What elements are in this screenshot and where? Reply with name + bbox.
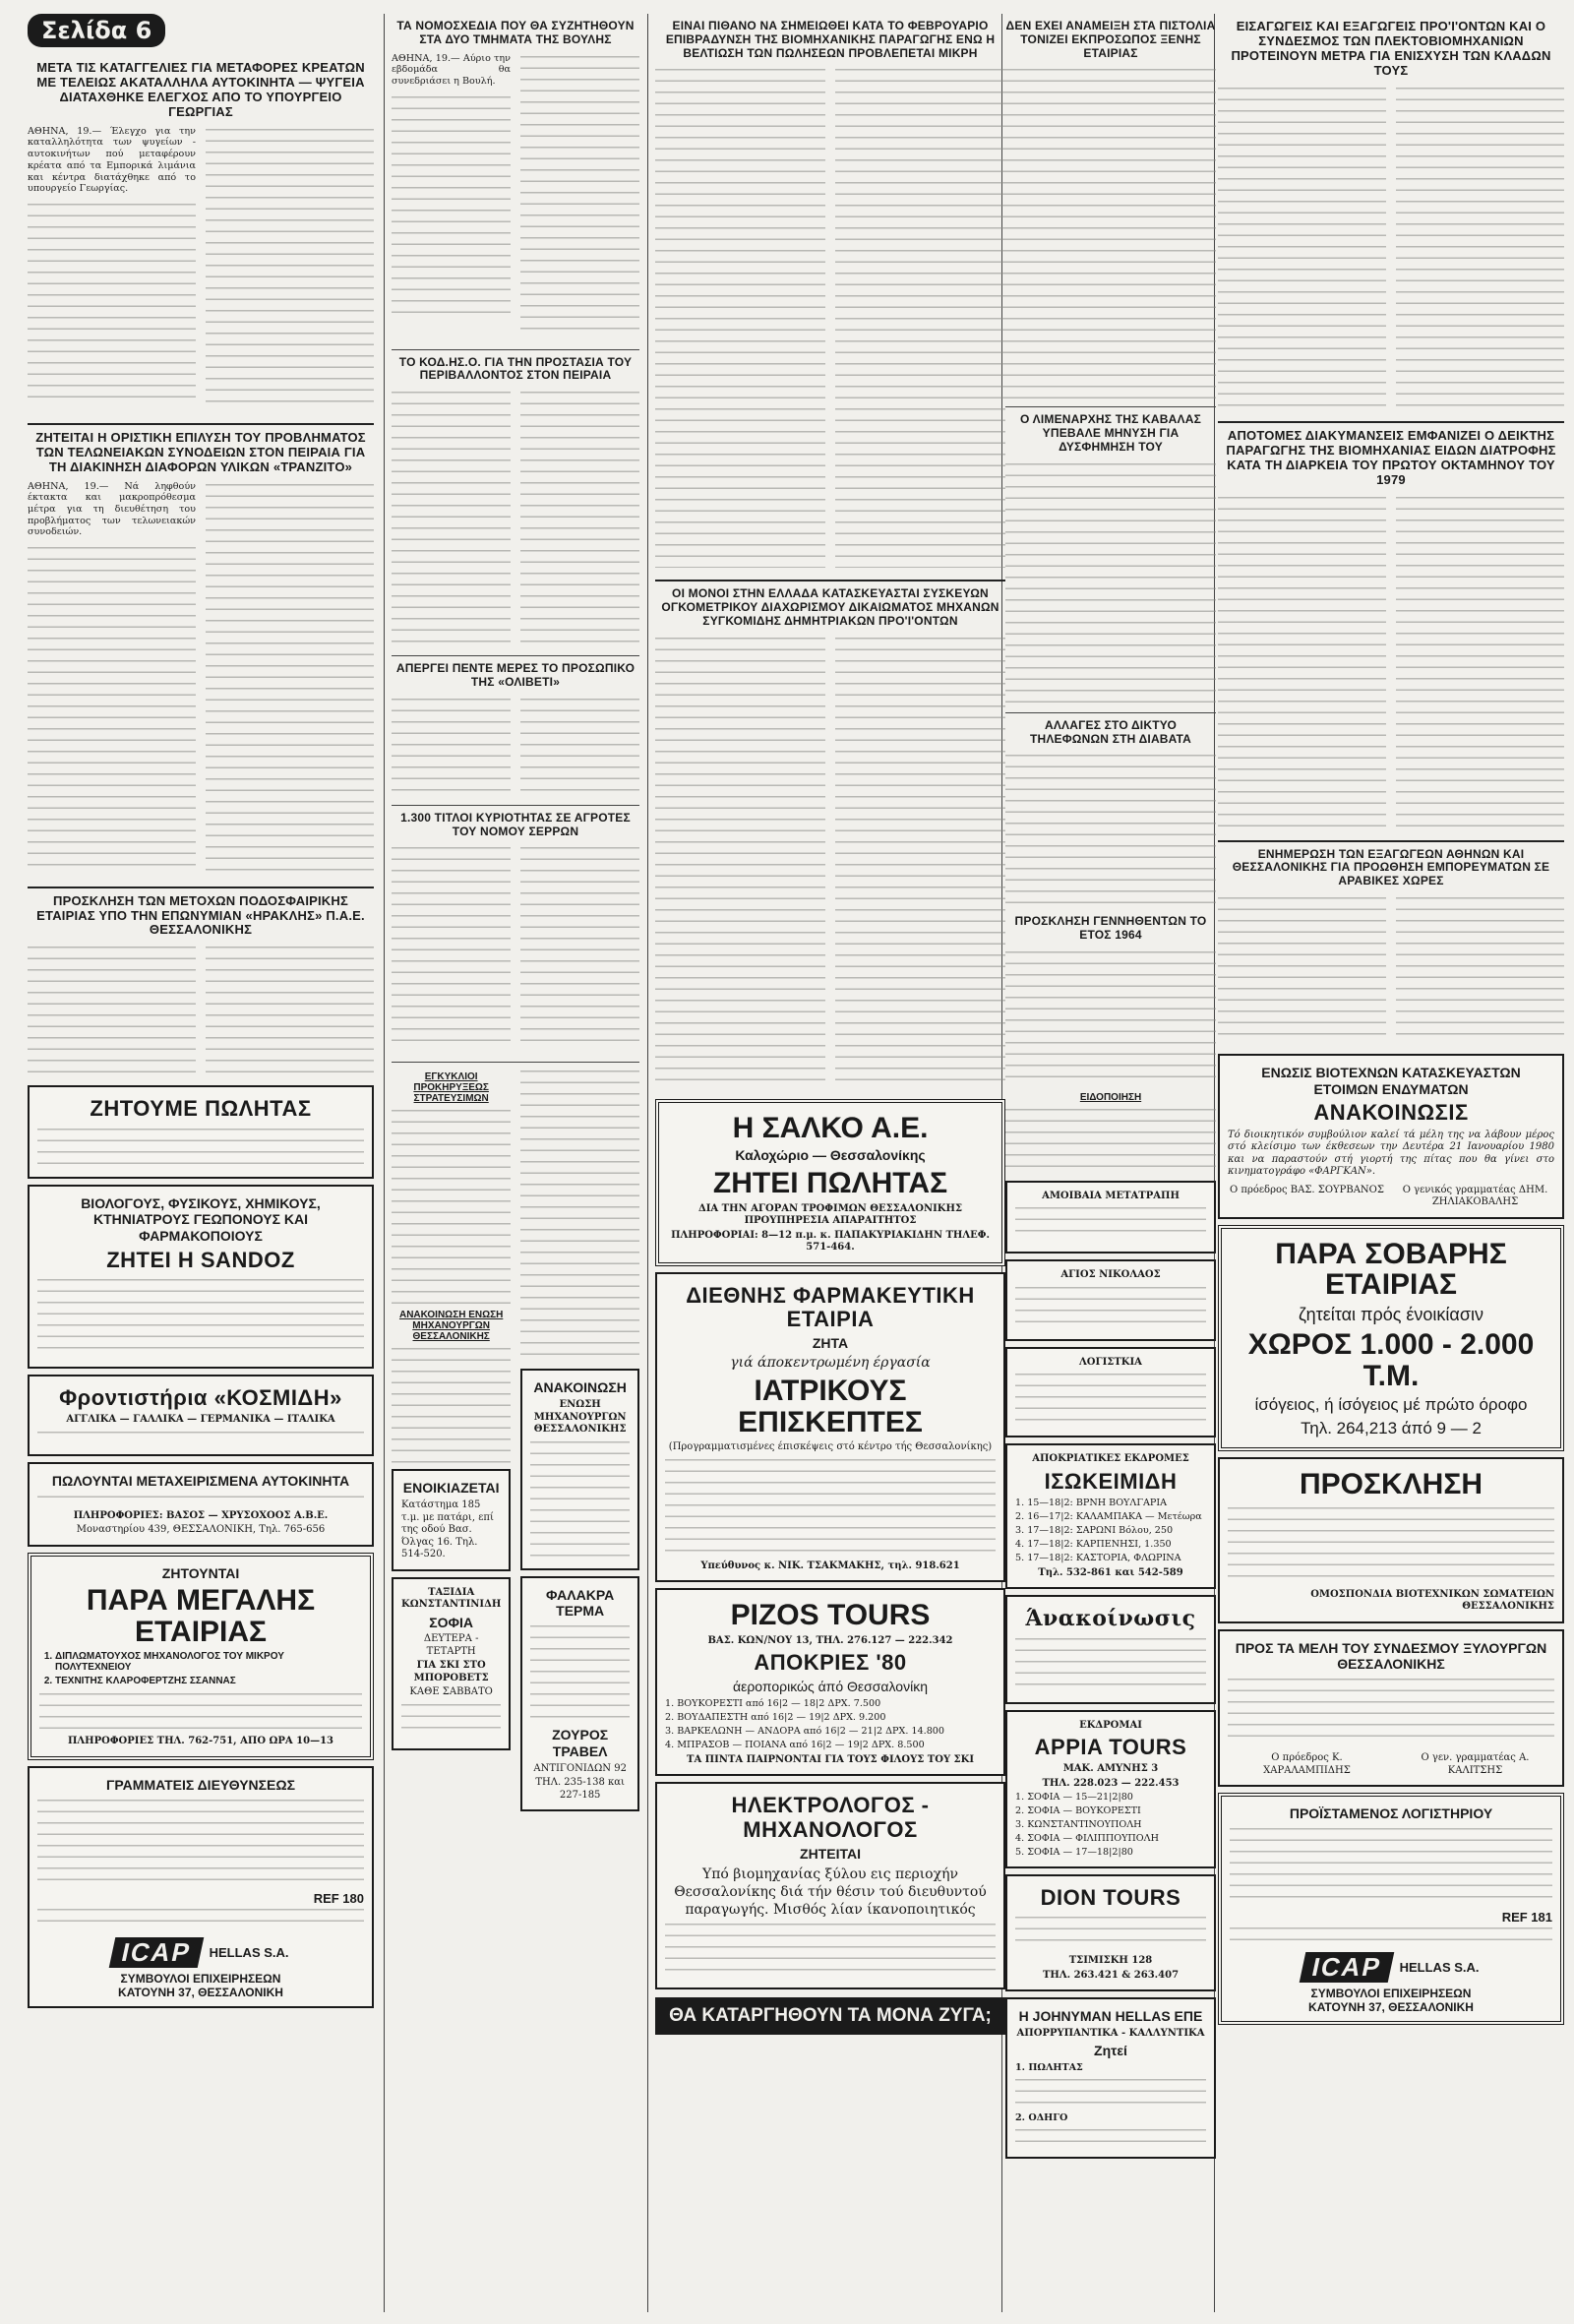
article-body-text bbox=[206, 944, 374, 1073]
ad-signature: Ο γενικός γραμματέας ΔΗΜ. ΖΗΛΙΑΚΟΒΑΛΗΣ bbox=[1402, 1184, 1548, 1208]
ad-promo: ΑΠΟΚΡΙΕΣ '80 bbox=[754, 1650, 907, 1676]
ad-body-text bbox=[39, 1690, 362, 1730]
article-body-text bbox=[835, 66, 1005, 568]
ad-subtitle: άεροπορικώς άπό Θεσσαλονίκη bbox=[732, 1679, 928, 1695]
ad-title: ΑΜΟΙΒΑΙΑ ΜΕΤΑΤΡΑΠΗ bbox=[1042, 1190, 1180, 1201]
ad-phone: ΤΗΛ. 235-138 και 227-185 bbox=[535, 1777, 625, 1801]
icap-logo-block bbox=[37, 1937, 364, 1968]
ad-title: DION TOURS bbox=[1040, 1884, 1181, 1910]
ad-destination: ΣΟΦΙΑ bbox=[429, 1614, 474, 1630]
trip-item: 4. ΣΟΦΙΑ — ΦΙΛΙΠΠΟΥΠΟΛΗ bbox=[1015, 1833, 1159, 1845]
ad-invitation bbox=[1218, 1457, 1564, 1623]
ad-subtitle: ΑΠΟΚΡΙΑΤΙΚΕΣ ΕΚΔΡΟΜΕΣ bbox=[1032, 1453, 1189, 1465]
ad-position-list bbox=[39, 1651, 362, 1686]
classified-ad-electrician bbox=[655, 1782, 1005, 1989]
article-lead: ΑΘΗΝΑ, 19.— Νά ληφθούν έκτακτα και μακροπρόθεσμα μέτρα για τη διευθέτηση του προβλήματος των τελωνειακών συνοδειών. bbox=[28, 480, 196, 538]
ad-title: ΖΗΤΟΥΜΕ ΠΩΛΗΤΑΣ bbox=[90, 1096, 312, 1122]
classified-ad-secretaries bbox=[28, 1766, 374, 2008]
article-headline: ΕΙΣΑΓΩΓΕΙΣ ΚΑΙ ΕΞΑΓΩΓΕΙΣ ΠΡΟ'Ι'ΟΝΤΩΝ ΚΑΙ Ο ΣΥΝΔΕΣΜΟΣ ΤΩΝ ΠΛΕΚΤΟΒΙΟΜΗΧΑΝΙΩΝ ΠΡΟΤΕΙΝΟΥΝ ΜΕΤΡΑ ΓΙΑ ΕΝΙΣΧΥΣΗ ΤΩΝ ΚΛΑΔΩΝ ΤΟΥΣ bbox=[1231, 19, 1551, 78]
ad-body-text bbox=[1015, 1371, 1206, 1424]
article-headline: ΔΕΝ ΕΧΕΙ ΑΝΑΜΕΙΞΗ ΣΤΑ ΠΙΣΤΟΛΙΑ ΤΟΝΙΖΕΙ ΕΚΠΡΟΣΩΠΟΣ ΞΕΝΗΣ ΕΤΑΙΡΙΑΣ bbox=[1005, 19, 1216, 60]
classified-ad-used-cars bbox=[28, 1462, 374, 1547]
article-body-text bbox=[520, 389, 639, 644]
ad-title: ΠΩΛΟΥΝΤΑΙ ΜΕΤΑΧΕΙΡΙΣΜΕΝΑ ΑΥΤΟΚΙΝΗΤΑ bbox=[51, 1472, 350, 1489]
notice-body-text bbox=[392, 1345, 511, 1463]
trip-item: 5. 17—18|2: ΚΑΣΤΟΡΙΑ, ΦΛΩΡΙΝΑ bbox=[1015, 1552, 1181, 1563]
ad-space-size: ΧΩΡΟΣ 1.000 - 2.000 Τ.Μ. bbox=[1247, 1328, 1535, 1392]
trip-item: 5. ΣΟΦΙΑ — 17—18|2|80 bbox=[1015, 1846, 1133, 1858]
route-item: 1. ΒΟΥΚΟΡΕΣΤΙ από 16|2 — 18|2 ΔΡΧ. 7.500 bbox=[665, 1698, 881, 1710]
article-body-text bbox=[206, 126, 374, 411]
ad-want: ΖΗΤΕΙ ΠΩΛΗΤΑΣ bbox=[712, 1167, 948, 1200]
ad-rent bbox=[392, 1469, 511, 1570]
article-headline: ΕΝΗΜΕΡΩΣΗ ΤΩΝ ΕΞΑΓΩΓΕΩΝ ΑΘΗΝΩΝ ΚΑΙ ΘΕΣΣΑΛΟΝΙΚΗΣ ΓΙΑ ΠΡΟΩΘΗΣΗ ΕΜΠΟΡΕΥΜΑΤΩΝ ΣΕ ΑΡΑΒΙΚΕΣ ΧΩΡΕΣ bbox=[1232, 846, 1550, 888]
ad-isokeimidi bbox=[1005, 1443, 1216, 1589]
ad-subtitle: ΒΙΟΛΟΓΟΥΣ, ΦΥΣΙΚΟΥΣ, ΧΗΜΙΚΟΥΣ, ΚΤΗΝΙΑΤΡΟΥΣ ΓΕΩΠΟΝΟΥΣ ΚΑΙ ΦΑΡΜΑΚΟΠΟΙΟΥΣ bbox=[81, 1194, 321, 1245]
notice-body-text bbox=[392, 1107, 511, 1304]
ad-body-text bbox=[37, 1797, 364, 1885]
article-lead: ΑΘΗΝΑ, 19.— Αύριο την εβδομάδα θα συνεδριάσει η Βουλή. bbox=[392, 52, 511, 87]
ad-body: Υπό βιομηχανίας ξύλου εις περιοχήν Θεσσαλονίκης διά τήν θέσιν τού διευθυντού παραγωγής. Μισθός λίαν ίκανοποιητικός bbox=[674, 1865, 987, 1919]
ad-box bbox=[1005, 1347, 1216, 1438]
article-lead: ΑΘΗΝΑ, 19.— Έλεγχο για την καταλληλότητα των ψυγείων - αυτοκινήτων πού μεταφέρουν κρέατα από τα Εμπορικά λιμάνια και κέντρα διατάχθηκε από το υπουργείο Γεωργίας. bbox=[28, 125, 196, 195]
ad-address: ΑΝΤΙΓΟΝΙΔΩΝ 92 bbox=[533, 1762, 627, 1774]
article-body-text bbox=[28, 201, 196, 407]
article-headline: ΑΛΛΑΓΕΣ ΣΤΟ ΔΙΚΤΥΟ ΤΗΛΕΦΩΝΩΝ ΣΤΗ ΔΙΑΒΑΤΑ bbox=[1029, 717, 1192, 746]
article-headline: ΤΟ ΚΟΔ.ΗΣ.Ο. ΓΙΑ ΤΗΝ ΠΡΟΣΤΑΣΙΑ ΤΟΥ ΠΕΡΙΒΑΛΛΟΝΤΟΣ ΣΤΟΝ ΠΕΙΡΑΙΑ bbox=[398, 354, 633, 383]
ad-body-text bbox=[37, 1429, 364, 1442]
ad-title: ΠΡΟΣΚΛΗΣΗ bbox=[1299, 1468, 1483, 1501]
ad-title: ΤΑΞΙΔΙΑ ΚΩΝΣΤΑΝΤΙΝΙΔΗ bbox=[401, 1586, 502, 1611]
ad-reference: REF 180 bbox=[313, 1890, 364, 1906]
ad-travel-konstantinidi bbox=[392, 1577, 511, 1750]
ad-box bbox=[1005, 1181, 1216, 1254]
ad-note: (Προγραμματισμένες έπισκέψεις στό κέντρο τής Θεσσαλονίκης) bbox=[668, 1441, 993, 1453]
ad-falakra bbox=[520, 1576, 639, 1812]
ad-title: ΛΟΓΙΣΤΚΙΑ bbox=[1079, 1356, 1142, 1368]
icap-address: ΚΑΤΟΥΝΗ 37, ΘΕΣΣΑΛΟΝΙΚΗ bbox=[118, 1986, 283, 2000]
column-divider bbox=[647, 14, 648, 2312]
trip-item: 1. ΣΟΦΙΑ — 15—21|2|80 bbox=[1015, 1792, 1133, 1804]
article-headline: ΖΗΤΕΙΤΑΙ Η ΟΡΙΣΤΙΚΗ ΕΠΙΛΥΣΗ ΤΟΥ ΠΡΟΒΛΗΜΑΤΟΣ ΤΩΝ ΤΕΛΩΝΕΙΑΚΩΝ ΣΥΝΟΔΕΙΩΝ ΣΤΟΝ ΠΕΙΡΑΙΑ ΓΙΑ ΤΗ ΔΙΑΚΙΝΗΣΗ ΔΙΑΦΟΡΩΝ ΥΛΙΚΩΝ «ΤΡΑΝΖΙΤΟ» bbox=[35, 429, 366, 474]
trip-item: 3. ΚΩΝΣΤΑΝΤΙΝΟΥΠΟΛΗ bbox=[1015, 1819, 1142, 1831]
ad-company: ΖΟΥΡΟΣ ΤΡΑΒΕΛ bbox=[552, 1727, 609, 1760]
ad-body-text bbox=[530, 1622, 630, 1721]
ad-days: ΔΕΥΤΕΡΑ - ΤΕΤΑΡΤΗ bbox=[423, 1633, 479, 1657]
notice-body-text bbox=[1005, 1106, 1216, 1175]
ad-announcement bbox=[520, 1369, 639, 1569]
ad-body-text bbox=[1230, 1825, 1552, 1904]
ad-subtitle: γιά άποκεντρωμένη έργασία bbox=[730, 1354, 931, 1371]
article-body-text bbox=[520, 844, 639, 1051]
route-item: 4. ΜΠΡΑΣΟΒ — ΠΟΙΑΝΑ από 16|2 — 19|2 ΔΡΧ. 8.500 bbox=[665, 1740, 925, 1751]
ad-want: ΖΗΤΕΙΤΑΙ bbox=[800, 1845, 861, 1862]
ad-title: ΑΝΑΚΟΙΝΩΣΙΣ bbox=[1313, 1100, 1469, 1126]
ad-body-text bbox=[1228, 1676, 1554, 1744]
ad-subtitle: ΑΠΟΡΡΥΠΑΝΤΙΚΑ - ΚΑΛΛΥΝΤΙΚΑ bbox=[1016, 2027, 1205, 2039]
article-body-text bbox=[392, 844, 511, 1051]
notice-body-text bbox=[520, 1068, 639, 1363]
ad-body-text bbox=[37, 1906, 364, 1931]
article-headline: ΠΡΟΣΚΛΗΣΗ ΓΕΝΝΗΘΕΝΤΩΝ ΤΟ ΕΤΟΣ 1964 bbox=[1014, 914, 1207, 943]
route-item: 2. ΒΟΥΔΑΠΕΣΤΗ από 16|2 — 19|2 ΔΡΧ. 9.200 bbox=[665, 1712, 886, 1724]
column-1 bbox=[28, 14, 374, 2014]
ad-signature: ΟΜΟΣΠΟΝΔΙΑ ΒΙΟΤΕΧΝΙΚΩΝ ΣΩΜΑΤΕΙΩΝ ΘΕΣΣΑΛΟΝΙΚΗΣ bbox=[1310, 1588, 1554, 1613]
icap-logo: ICAP bbox=[1300, 1952, 1395, 1983]
ad-accountant bbox=[1218, 1793, 1564, 2025]
ad-body: Τό διοικητικόν συμβούλιον καλεί τά μέλη της να λάβουν μέρος στό κλείσιμο των έκθεσεων την Δευτέρα 21 Ιανουαρίου 1980 και να παραστούν στή γιορτή της πίτας που θα γίνει στο κινηματογράφο «ΦΑΡΓΚΑΝ». bbox=[1228, 1129, 1554, 1178]
ad-body-text bbox=[37, 1126, 364, 1165]
ad-address: Μοναστηρίου 439, ΘΕΣΣΑΛΟΝΙΚΗ, Τηλ. 765-656 bbox=[76, 1524, 326, 1536]
ad-body-text bbox=[530, 1438, 630, 1557]
ad-body-text bbox=[1228, 1504, 1554, 1583]
article-body-text bbox=[520, 53, 639, 338]
ad-phone: ΤΗΛ. 263.421 & 263.407 bbox=[1042, 1969, 1180, 1981]
trip-item: 2. ΣΟΦΙΑ — ΒΟΥΚΟΡΕΣΤΙ bbox=[1015, 1805, 1141, 1817]
ad-title: APPIA TOURS bbox=[1034, 1735, 1187, 1760]
ad-body-text bbox=[1015, 2076, 1206, 2111]
ad-title: ΠΡΟΣ ΤΑ ΜΕΛΗ ΤΟΥ ΣΥΝΔΕΣΜΟΥ ΞΥΛΟΥΡΓΩΝ ΘΕΣΣΑΛΟΝΙΚΗΣ bbox=[1235, 1639, 1547, 1673]
trip-item: 2. 16—17|2: ΚΑΛΑΜΠΑΚΑ — Μετέωρα bbox=[1015, 1511, 1202, 1523]
ad-contact: ΠΛΗΡΟΦΟΡΙΕΣ ΤΗΛ. 762-751, ΑΠΟ ΩΡΑ 10—13 bbox=[67, 1736, 334, 1747]
article-body-text bbox=[1218, 894, 1386, 1042]
ad-johnyman bbox=[1005, 1997, 1216, 2159]
notice-heading: ΑΝΑΚΟΙΝΩΣΗ ΕΝΩΣΗ ΜΗΧΑΝΟΥΡΓΩΝ ΘΕΣΣΑΛΟΝΙΚΗΣ bbox=[398, 1310, 504, 1343]
ad-signature: Ο πρόεδρος Κ. ΧΑΡΑΛΑΜΠΙΔΗΣ bbox=[1263, 1752, 1351, 1776]
ad-title: ΠΑΡΑ ΜΕΓΑΛΗΣ ΕΤΑΙΡΙΑΣ bbox=[86, 1584, 316, 1648]
ad-body-text bbox=[665, 1456, 996, 1555]
classified-ad-kosmidi bbox=[28, 1375, 374, 1456]
ad-phone: ΤΗΛ. 228.023 — 222.453 bbox=[1042, 1777, 1180, 1789]
notice-heading: ΕΓΚΥΚΛΙΟΙ ΠΡΟΚΗΡΥΞΕΩΣ ΣΤΡΑΤΕΥΣΙΜΩΝ bbox=[413, 1071, 489, 1105]
column-2 bbox=[392, 14, 639, 1817]
ad-subtitle: ΖΗΤΟΥΝΤΑΙ bbox=[161, 1564, 240, 1581]
ad-enosis bbox=[1218, 1054, 1564, 1219]
icap-logo-block bbox=[1230, 1952, 1552, 1983]
article-body-text bbox=[1005, 752, 1216, 909]
article-body-text bbox=[206, 481, 374, 875]
article-body-text bbox=[392, 696, 511, 794]
trip-item: 4. 17—18|2: ΚΑΡΠΕΝΗΣΙ, 1.350 bbox=[1015, 1538, 1172, 1550]
article-body-text bbox=[1396, 494, 1564, 828]
column-divider bbox=[384, 14, 385, 2312]
notice-heading: ΕΙΔΟΠΟΙΗΣΗ bbox=[1079, 1091, 1142, 1103]
route-list bbox=[665, 1698, 996, 1752]
ad-subtitle: Καλοχώριο — Θεσσαλονίκης bbox=[735, 1147, 926, 1164]
trip-list bbox=[1015, 1498, 1206, 1565]
ad-space-rental bbox=[1218, 1225, 1564, 1451]
classified-ad-large-company bbox=[28, 1553, 374, 1760]
trip-item: 3. 17—18|2: ΣΑΡΩΝΙ Βόλου, 250 bbox=[1015, 1525, 1174, 1537]
ad-body-text bbox=[1015, 1204, 1206, 1240]
ad-title: ΠΡΟΪΣΤΑΜΕΝΟΣ ΛΟΓΙΣΤΗΡΙΟΥ bbox=[1289, 1805, 1493, 1822]
ad-title: ΗΛΕΚΤΡΟΛΟΓΟΣ - ΜΗΧΑΝΟΛΟΓΟΣ bbox=[731, 1793, 930, 1842]
ad-title: ΑΓΙΟΣ ΝΙΚΟΛΑΟΣ bbox=[1060, 1269, 1161, 1281]
ad-reference: REF 181 bbox=[1501, 1909, 1552, 1925]
page-label: Σελίδα 6 bbox=[28, 14, 165, 47]
ad-subtitle: ΕΚΔΡΟΜΑΙ bbox=[1079, 1719, 1142, 1731]
classified-ad-pizos-tours bbox=[655, 1588, 1005, 1776]
article-headline: ΕΙΝΑΙ ΠΙΘΑΝΟ ΝΑ ΣΗΜΕΙΩΘΕΙ ΚΑΤΑ ΤΟ ΦΕΒΡΟΥΑΡΙΟ ΕΠΙΒΡΑΔΥΝΣΗ ΤΗΣ ΒΙΟΜΗΧΑΝΙΚΗΣ ΠΑΡΑΓΩΓΗΣ ΕΝΩ Η ΒΕΛΤΙΩΣΗ ΤΩΝ ΠΩΛΗΣΕΩΝ ΠΡΟΒΛΕΠΕΤΑΙ ΜΙΚΡΗ bbox=[665, 19, 996, 60]
ad-title: ΔΙΕΘΝΗΣ ΦΑΡΜΑΚΕΥΤΙΚΗ ΕΤΑΙΡΙΑ bbox=[686, 1282, 975, 1331]
column-4 bbox=[1005, 14, 1216, 2165]
role-item: 2. ΟΔΗΓΟ bbox=[1015, 2112, 1068, 2124]
ad-footer: ΤΑ ΠΙΝΤΑ ΠΑΙΡΝΟΝΤΑΙ ΓΙΑ ΤΟΥΣ ΦΙΛΟΥΣ ΤΟΥ ΣΚΙ bbox=[687, 1753, 974, 1765]
ad-body-text bbox=[37, 1276, 364, 1355]
classified-ad-salko bbox=[655, 1099, 1005, 1266]
article-headline: ΜΕΤΑ ΤΙΣ ΚΑΤΑΓΓΕΛΙΕΣ ΓΙΑ ΜΕΤΑΦΟΡΕΣ ΚΡΕΑΤΩΝ ΜΕ ΤΕΛΕΙΩΣ ΑΚΑΤΑΛΛΗΛΑ ΑΥΤΟΚΙΝΗΤΑ — ΨΥΓΕΙΑ ΔΙΑΤΑΧΘΗΚΕ ΕΛΕΓΧΟΣ ΑΠΟ ΤΟ ΥΠΟΥΡΓΕΙΟ ΓΕΩΡΓΙΑΣ bbox=[36, 60, 365, 119]
ad-title: ΑΝΑΚΟΙΝΩΣΗ bbox=[533, 1379, 627, 1396]
ad-box bbox=[1005, 1259, 1216, 1341]
classified-ad-salesmen bbox=[28, 1085, 374, 1178]
ad-body: ΔΙΑ ΤΗΝ ΑΓΟΡΑΝ ΤΡΟΦΙΜΩΝ ΘΕΣΣΑΛΟΝΙΚΗΣ ΠΡΟΥΠΗΡΕΣΙΑ ΑΠΑΡΑΙΤΗΤΟΣ bbox=[697, 1202, 963, 1227]
ad-title: Άνακοίνωσις bbox=[1025, 1606, 1196, 1632]
article-body-text bbox=[1218, 85, 1386, 409]
article-headline: ΑΠΟΤΟΜΕΣ ΔΙΑΚΥΜΑΝΣΕΙΣ ΕΜΦΑΝΙΖΕΙ Ο ΔΕΙΚΤΗΣ ΠΑΡΑΓΩΓΗΣ ΤΗΣ ΒΙΟΜΗΧΑΝΙΑΣ ΕΙΔΩΝ ΔΙΑΤΡΟΦΗΣ ΚΑΤΑ ΤΗ ΔΙΑΡΚΕΙΑ ΤΟΥ ΠΡΩΤΟΥ ΟΚΤΑΜΗΝΟΥ ΤΟΥ 1979 bbox=[1226, 427, 1556, 487]
ad-body-text bbox=[1015, 2126, 1206, 2150]
ad-title: ΓΡΑΜΜΑΤΕΙΣ ΔΙΕΥΘΥΝΣΕΩΣ bbox=[105, 1776, 296, 1793]
column-5 bbox=[1218, 14, 1564, 2031]
ad-signature: Ο πρόεδρος ΒΑΣ. ΣΟΥΡΒΑΝΟΣ bbox=[1230, 1184, 1384, 1195]
ad-subtitle: ζητείται πρός ένοικίασιν bbox=[1299, 1304, 1483, 1324]
article-body-text bbox=[392, 389, 511, 644]
ad-body-text bbox=[665, 1921, 996, 1976]
ad-body-text bbox=[37, 1493, 364, 1504]
article-body-text bbox=[28, 944, 196, 1073]
trip-item: 1. 15—18|2: ΒΡΝΗ ΒΟΥΛΓΑΡΙΑ bbox=[1015, 1498, 1168, 1509]
article-headline: ΟΙ ΜΟΝΟΙ ΣΤΗΝ ΕΛΛΑΔΑ ΚΑΤΑΣΚΕΥΑΣΤΑΙ ΣΥΣΚΕΥΩΝ ΟΓΚΟΜΕΤΡΙΚΟΥ ΔΙΑΧΩΡΙΣΜΟΥ ΔΙΚΑΙΩΜΑΤΟΣ ΜΗΧΑΝΩΝ ΣΥΓΚΟΜΙΔΗΣ ΔΗΜΗΤΡΙΑΚΩΝ ΠΡΟ'Ι'ΟΝΤΩΝ bbox=[661, 586, 999, 628]
article-body-text bbox=[1396, 894, 1564, 1042]
ad-body-text bbox=[1015, 1284, 1206, 1327]
ad-title: Η ΣΑΛΚΟ Α.Ε. bbox=[732, 1111, 929, 1144]
ad-body: Κατάστημα 185 τ.μ. με πατάρι, επί της οδού Βασ. Όλγας 16. Τηλ. 514-520. bbox=[401, 1499, 494, 1560]
column-3 bbox=[655, 14, 1005, 2043]
classified-ad-pharma bbox=[655, 1272, 1005, 1583]
ad-signature: Ο γεν. γραμματέας Α. ΚΑΛΙΤΣΗΣ bbox=[1421, 1752, 1530, 1776]
ad-title: ΕΝΟΙΚΙΑΖΕΤΑΙ bbox=[402, 1480, 500, 1497]
ad-address: ΒΑΣ. ΚΩΝ/ΝΟΥ 13, ΤΗΛ. 276.127 — 222.342 bbox=[707, 1634, 953, 1646]
ad-body-text bbox=[401, 1701, 501, 1737]
ad-body-text bbox=[1015, 1914, 1206, 1949]
article-headline: ΠΡΟΣΚΛΗΣΗ ΤΩΝ ΜΕΤΟΧΩΝ ΠΟΔΟΣΦΑΙΡΙΚΗΣ ΕΤΑΙΡΙΑΣ ΥΠΟ ΤΗΝ ΕΠΩΝΥΜΙΑΝ «ΗΡΑΚΛΗΣ» Π.Α.Ε. ΘΕΣΣΑΛΟΝΙΚΗΣ bbox=[36, 892, 365, 938]
ad-title: ΙΣΩΚΕΙΜΙΔΗ bbox=[1044, 1468, 1178, 1494]
article-body-text bbox=[1005, 66, 1216, 400]
icap-hellas: HELLAS S.A. bbox=[209, 1944, 289, 1960]
ad-appia-tours bbox=[1005, 1710, 1216, 1868]
article-body-text bbox=[392, 93, 511, 320]
article-headline: Ο ΛΙΜΕΝΑΡΧΗΣ ΤΗΣ ΚΑΒΑΛΑΣ ΥΠΕΒΑΛΕ ΜΗΝΥΣΗ ΓΙΑ ΔΥΣΦΗΜΗΣΗ ΤΟΥ bbox=[1020, 412, 1201, 454]
ad-role: ΙΑΤΡΙΚΟΥΣ ΕΠΙΣΚΕΠΤΕΣ bbox=[738, 1375, 923, 1438]
ad-subtitle: ΕΝΩΣΙΣ ΒΙΟΤΕΧΝΩΝ ΚΑΤΑΣΚΕΥΑΣΤΩΝ ΕΤΟΙΜΩΝ ΕΝΔΥΜΑΤΩΝ bbox=[1261, 1064, 1521, 1097]
article-body-text bbox=[1005, 948, 1216, 1086]
icap-subtitle: ΣΥΜΒΟΥΛΟΙ ΕΠΙΧΕΙΡΗΣΕΩΝ bbox=[1310, 1986, 1472, 2000]
ad-subtitle: ΓΙΑ ΣΚΙ ΣΤΟ ΜΠΟΡΟΒΕΤΣ bbox=[413, 1660, 489, 1683]
article-body-text bbox=[1005, 460, 1216, 706]
icap-subtitle: ΣΥΜΒΟΥΛΟΙ ΕΠΙΧΕΙΡΗΣΕΩΝ bbox=[120, 1971, 281, 1986]
headline-banner: ΘΑ ΚΑΤΑΡΓΗΘΟΥΝ ΤΑ ΜΟΝΑ ΖΥΓΑ; bbox=[655, 1997, 1005, 2035]
article-body-text bbox=[835, 635, 1005, 1087]
ad-title: ΦΑΛΑΚΡΑ ΤΕΡΜΑ bbox=[546, 1586, 615, 1620]
article-headline: ΤΑ ΝΟΜΟΣΧΕΔΙΑ ΠΟΥ ΘΑ ΣΥΖΗΤΗΘΟΥΝ ΣΤΑ ΔΥΟ ΤΜΗΜΑΤΑ ΤΗΣ ΒΟΥΛΗΣ bbox=[396, 19, 635, 46]
ad-contact: ΠΛΗΡΟΦΟΡΙΑΙ: 8—12 π.μ. κ. ΠΑΠΑΚΥΡΙΑΚΙΔΗΝ ΤΗΛΕΦ. 571-464. bbox=[671, 1229, 990, 1254]
ad-days: ΚΑΘΕ ΣΑΒΒΑΤΟ bbox=[409, 1686, 493, 1698]
ad-want: ΖΗΤΑ bbox=[812, 1334, 849, 1351]
ad-title: ΠΑΡΑ ΣΟΒΑΡΗΣ ΕΤΑΙΡΙΑΣ bbox=[1275, 1237, 1507, 1302]
ad-body-text bbox=[1230, 1925, 1552, 1946]
ad-position-item: 2. ΤΕΧΝΙΤΗΣ ΚΛΑΡΟΦΕΡΤΖΗΣ ΣΣΑΝΝΑΣ bbox=[55, 1676, 362, 1686]
article-body-text bbox=[28, 544, 196, 869]
article-body-text bbox=[1218, 494, 1386, 828]
ad-dion-tours bbox=[1005, 1874, 1216, 1991]
article-body-text bbox=[1396, 85, 1564, 409]
icap-hellas: HELLAS S.A. bbox=[1399, 1959, 1480, 1975]
ad-title: ΖΗΤΕΙ Η SANDOZ bbox=[106, 1247, 295, 1272]
ad-title: PIZOS TOURS bbox=[730, 1599, 931, 1632]
icap-logo: ICAP bbox=[109, 1937, 205, 1968]
ad-body-text bbox=[1015, 1635, 1206, 1690]
ad-want: Ζητεί bbox=[1094, 2043, 1127, 2059]
ad-phone: Τηλ. 264,213 άπό 9 — 2 bbox=[1301, 1418, 1482, 1437]
article-body-text bbox=[655, 66, 825, 568]
icap-address: ΚΑΤΟΥΝΗ 37, ΘΕΣΣΑΛΟΝΙΚΗ bbox=[1308, 2000, 1474, 2015]
ad-address: ΤΣΙΜΙΣΚΗ 128 bbox=[1068, 1955, 1153, 1967]
article-body-text bbox=[655, 635, 825, 1087]
ad-description: ίσόγειος, ή ίσόγειος μέ πρώτο όροφο bbox=[1254, 1395, 1528, 1415]
ad-subtitle: ΑΓΓΛΙΚΑ — ΓΑΛΛΙΚΑ — ΓΕΡΜΑΝΙΚΑ — ΙΤΑΛΙΚΑ bbox=[66, 1414, 335, 1426]
ad-subtitle: ΕΝΩΣΗ ΜΗΧΑΝΟΥΡΓΩΝ ΘΕΣΣΑΛΟΝΙΚΗΣ bbox=[533, 1399, 627, 1436]
trip-list bbox=[1015, 1792, 1206, 1860]
ad-title: Φροντιστήρια «ΚΟΣΜΙΔΗ» bbox=[59, 1385, 342, 1411]
ad-phone: Τηλ. 532-861 και 542-589 bbox=[1038, 1566, 1183, 1578]
role-item: 1. ΠΩΛΗΤΑΣ bbox=[1015, 2062, 1083, 2074]
article-headline: ΑΠΕΡΓΕΙ ΠΕΝΤΕ ΜΕΡΕΣ ΤΟ ΠΡΟΣΩΠΙΚΟ ΤΗΣ «ΟΛΙΒΕΤΙ» bbox=[395, 661, 636, 689]
article-headline: 1.300 ΤΙΤΛΟΙ ΚΥΡΙΟΤΗΤΑΣ ΣΕ ΑΓΡΟΤΕΣ ΤΟΥ ΝΟΜΟΥ ΣΕΡΡΩΝ bbox=[400, 810, 631, 838]
ad-address: ΜΑΚ. ΑΜΥΝΗΣ 3 bbox=[1062, 1763, 1159, 1775]
ad-position-item: 1. ΔΙΠΛΩΜΑΤΟΥΧΟΣ ΜΗΧΑΝΟΛΟΓΟΣ ΤΟΥ ΜΙΚΡΟΥ ΠΟΛΥΤΕΧΝΕΙΟΥ bbox=[55, 1651, 362, 1673]
classified-ad-sandoz bbox=[28, 1185, 374, 1370]
ad-title: Η JOHNYMAN HELLAS ΕΠΕ bbox=[1018, 2008, 1203, 2025]
ad-announcement bbox=[1005, 1595, 1216, 1703]
ad-contact: ΠΛΗΡΟΦΟΡΙΕΣ: ΒΑΣΟΣ — ΧΡΥΣΟΧΟΟΣ Α.Β.Ε. bbox=[73, 1509, 329, 1521]
article-body-text bbox=[520, 696, 639, 794]
ad-contact: Υπεύθυνος κ. ΝΙΚ. ΤΣΑΚΜΑΚΗΣ, τηλ. 918.621 bbox=[700, 1560, 960, 1571]
ad-syndesmos bbox=[1218, 1629, 1564, 1788]
route-item: 3. ΒΑΡΚΕΛΩΝΗ — ΑΝΔΟΡΑ από 16|2 — 21|2 ΔΡΧ. 14.800 bbox=[665, 1726, 945, 1738]
